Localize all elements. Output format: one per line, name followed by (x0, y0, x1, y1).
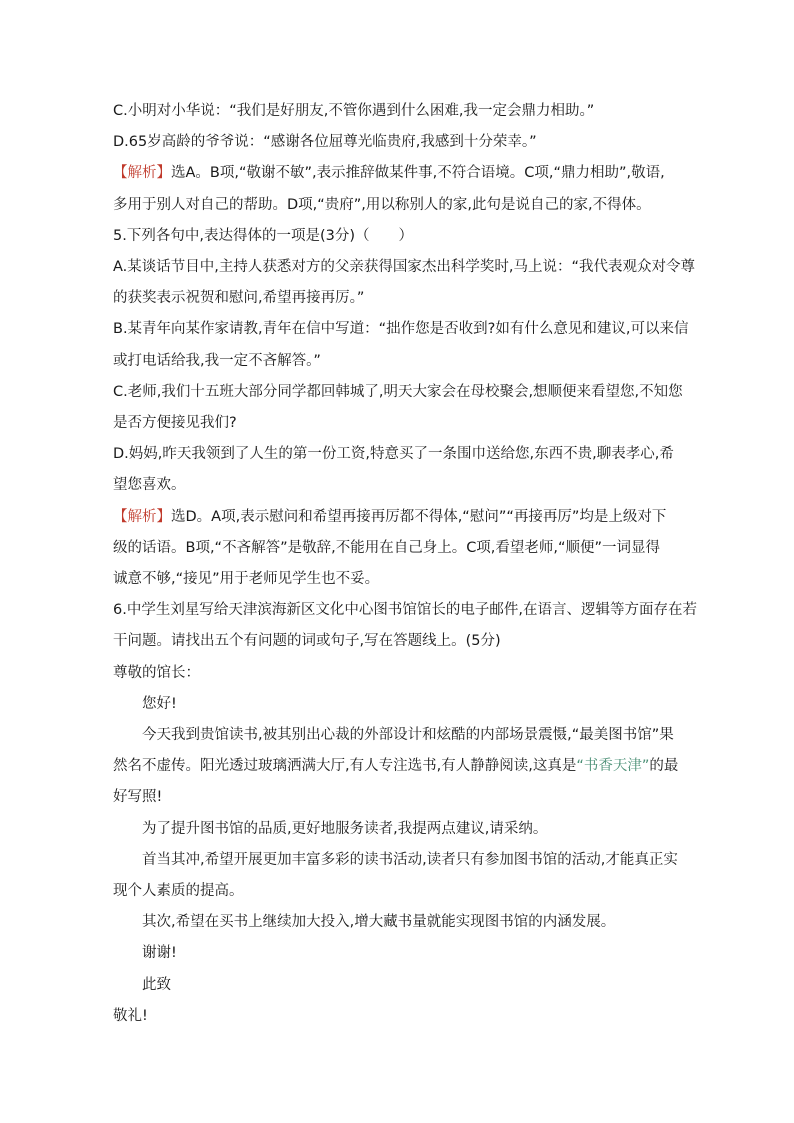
text-line (113, 689, 704, 720)
text-line (113, 938, 704, 969)
line-text: B.某青年向某作家请教,青年在信中写道：“拙作您是否收到?如有什么意见和建议,可以来信 (113, 321, 689, 338)
line-text: 是否方便接见我们? (113, 415, 237, 432)
text-line (113, 658, 704, 689)
line-text: 的获奖表示祝贺和慰问,希望再接再厉。” (113, 290, 365, 307)
text-line (113, 346, 704, 377)
line-text: 好写照! (113, 789, 163, 806)
text-line (113, 470, 704, 501)
text-line (113, 439, 704, 470)
analysis-line (113, 502, 704, 533)
line-text-tail: 的最 (649, 758, 679, 775)
line-text: 选D。A项,表示慰问和希望再接再厉都不得体,“慰问”“再接再厉”均是上级对下 (171, 508, 667, 525)
line-text: C.小明对小华说：“我们是好朋友,不管你遇到什么困难,我一定会鼎力相助。” (113, 103, 595, 119)
line-text: 选A。B项,“敬谢不敏”,表示推辞做某件事,不符合语境。C项,“鼎力相助”,敬语, (171, 165, 665, 182)
text-line (113, 283, 704, 314)
line-text: A.某谈话节目中,主持人获悉对方的父亲获得国家杰出科学奖时,马上说：“我代表观众对令尊 (113, 259, 696, 276)
line-text: 您好! (142, 695, 177, 712)
text-line (113, 876, 704, 907)
line-text: 多用于别人对自己的帮助。D项,“贵府”,用以称别人的家,此句是说自己的家,不得体。 (113, 196, 651, 213)
line-text: 或打电话给我,我一定不吝解答。” (113, 352, 321, 369)
line-text: 诚意不够,“接见”用于老师见学生也不妥。 (113, 571, 380, 588)
text-line (113, 970, 704, 1001)
text-line (113, 626, 704, 657)
line-text: 其次,希望在买书上继续加大投入,增大藏书量就能实现图书馆的内涵发展。 (142, 914, 616, 931)
text-line (113, 720, 704, 751)
text-line (113, 377, 704, 408)
text-line (113, 533, 704, 564)
text-line (113, 221, 704, 252)
line-text: 然名不虚传。阳光透过玻璃洒满大厅,有人专注选书,有人静静阅读,这真是 (113, 758, 577, 775)
line-text: 谢谢! (142, 945, 177, 962)
line-text: C.老师,我们十五班大部分同学都回韩城了,明天大家会在母校聚会,想顺便来看望您,不知您 (113, 383, 683, 400)
text-line (113, 252, 704, 283)
text-line (113, 751, 704, 782)
analysis-tag: 【解析】 (113, 508, 171, 525)
line-text: 5.下列各句中,表达得体的一项是(3分)（ ） (113, 227, 413, 244)
line-text: 今天我到贵馆读书,被其别出心裁的外部设计和炫酷的内部场景震慑,“最美图书馆”果 (142, 727, 674, 744)
line-text: D.妈妈,昨天我领到了人生的第一份工资,特意买了一条围巾送给您,东西不贵,聊表孝心,希 (113, 446, 674, 463)
text-line (113, 564, 704, 595)
analysis-tag: 【解析】 (113, 165, 171, 182)
line-text: 6.中学生刘星写给天津滨海新区文化中心图书馆馆长的电子邮件,在语言、逻辑等方面存在若 (113, 602, 697, 619)
line-text: 此致 (142, 976, 171, 993)
text-line (113, 1001, 704, 1032)
line-text: 级的话语。B项,“不吝解答”是敬辞,不能用在自己身上。C项,看望老师,“顺便”一词显得 (113, 539, 661, 556)
highlighted-quote: “书香天津” (576, 758, 650, 775)
text-line (113, 127, 704, 158)
line-text: D.65岁高龄的爷爷说：“感谢各位屈尊光临贵府,我感到十分荣幸。” (113, 134, 537, 151)
line-text: 为了提升图书馆的品质,更好地服务读者,我提两点建议,请采纳。 (142, 820, 548, 837)
line-text: 干问题。请找出五个有问题的词或句子,写在答题线上。(5分) (113, 633, 501, 650)
line-text: 望您喜欢。 (113, 477, 186, 494)
text-line (113, 845, 704, 876)
text-line (113, 814, 704, 845)
analysis-line (113, 158, 704, 189)
text-line (113, 96, 704, 127)
text-line (113, 595, 704, 626)
document-body (113, 96, 704, 1032)
line-text: 尊敬的馆长： (113, 664, 200, 681)
text-line (113, 907, 704, 938)
text-line (113, 408, 704, 439)
line-text: 敬礼! (113, 1007, 148, 1024)
text-line (113, 314, 704, 345)
text-line (113, 782, 704, 813)
text-line (113, 190, 704, 221)
line-text: 首当其冲,希望开展更加丰富多彩的读书活动,读者只有参加图书馆的活动,才能真正实 (142, 851, 678, 868)
line-text: 现个人素质的提高。 (113, 883, 244, 900)
